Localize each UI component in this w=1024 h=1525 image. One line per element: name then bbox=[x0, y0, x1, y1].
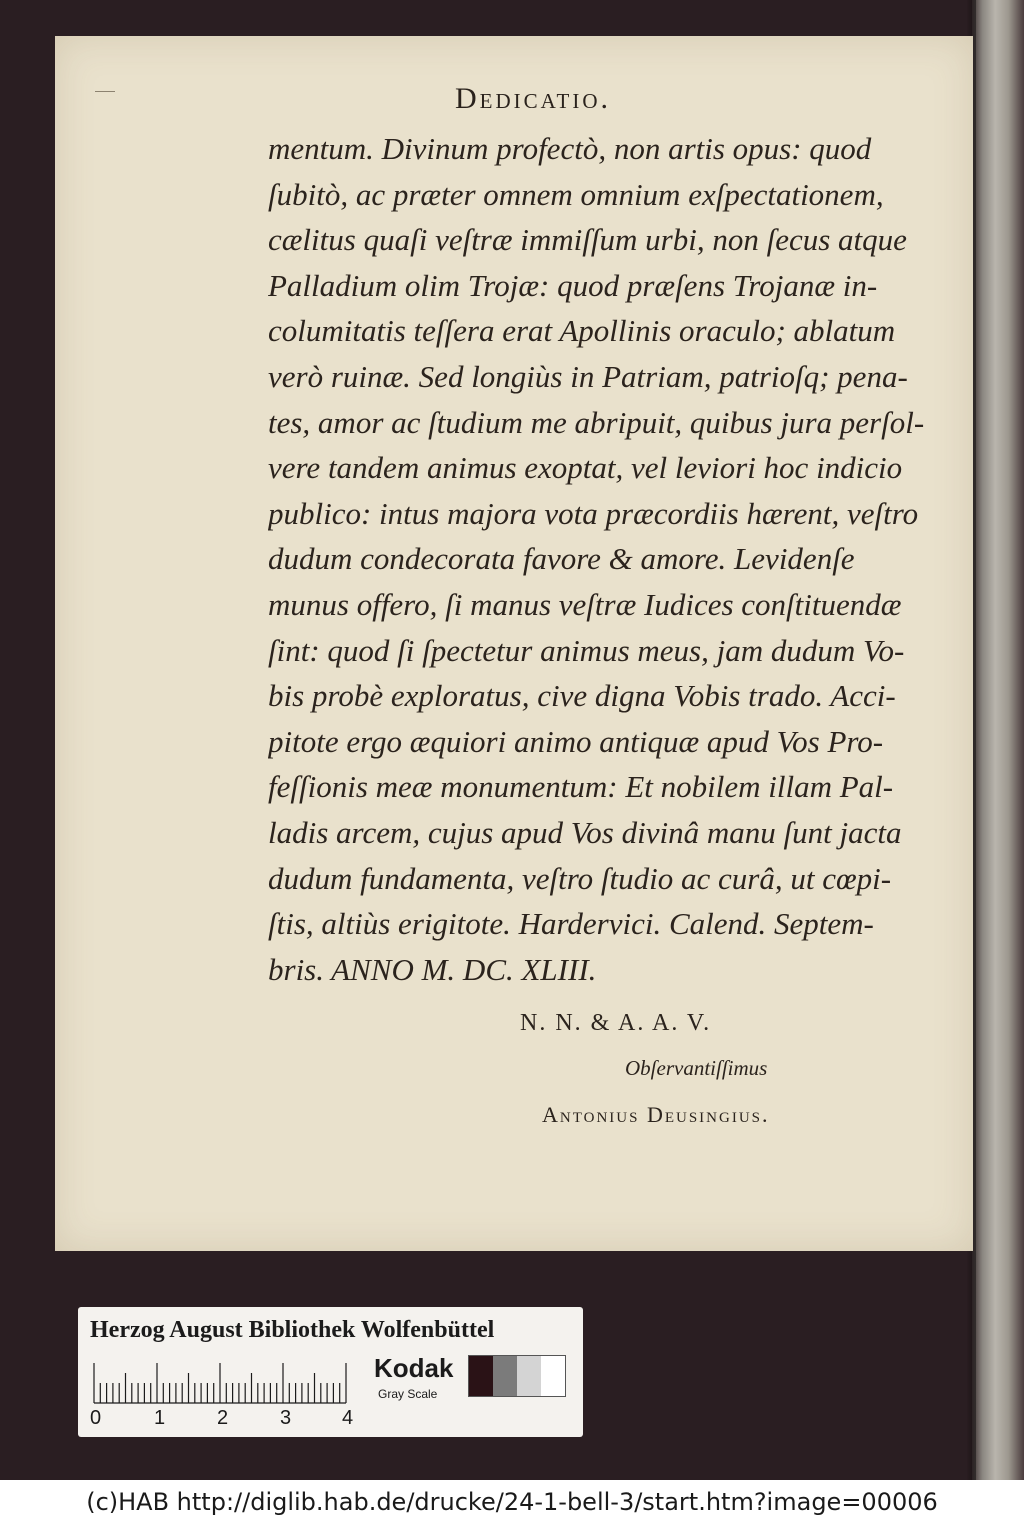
book-edge bbox=[972, 0, 1024, 1480]
text-line: munus offero, ſi manus veſtræ Iudices conſtituendæ bbox=[268, 586, 902, 622]
text-line: ſint: quod ſi ſpectetur animus meus, jam dudum Vo- bbox=[268, 632, 905, 668]
ruler-number: 0 bbox=[90, 1407, 102, 1429]
gray-scale-label: Gray Scale bbox=[378, 1387, 438, 1401]
text-line: bis probè exploratus, cive digna Vobis trado. Acci- bbox=[268, 678, 896, 714]
text-line: dudum condecorata favore & amore. Levidenſe bbox=[268, 541, 855, 577]
swatch bbox=[517, 1356, 541, 1396]
signature-addressee: N. N. & A. A. V. bbox=[520, 1010, 712, 1036]
kodak-logo: Kodak bbox=[374, 1353, 454, 1383]
text-line: mentum. Divinum profectò, non artis opus: quod bbox=[268, 131, 872, 166]
text-line: Palladium olim Trojæ: quod præſens Trojanæ in- bbox=[268, 267, 878, 303]
signature-valediction: Obſervantiſſimus bbox=[625, 1056, 768, 1080]
gray-scale-swatches bbox=[468, 1355, 566, 1397]
copyright-footer: (c)HAB http://diglib.hab.de/drucke/24-1-bell-3/start.htm?image=00006 bbox=[86, 1488, 938, 1516]
text-line: verò ruinæ. Sed longiùs in Patriam, patrioſq; pena- bbox=[268, 358, 908, 394]
text-line: vere tandem animus exoptat, vel leviori hoc indicio bbox=[268, 450, 903, 486]
text-line: tes, amor ac ſtudium me abripuit, quibus jura perſol- bbox=[268, 404, 925, 440]
text-line: pitote ergo æquiori animo antiquæ apud Vos Pro- bbox=[268, 723, 884, 759]
swatch bbox=[469, 1356, 493, 1396]
ruler bbox=[92, 1359, 352, 1405]
dedication-text bbox=[268, 126, 928, 992]
color-scale-card bbox=[78, 1307, 583, 1437]
page-heading: Dedicatio. bbox=[455, 82, 611, 115]
signature-author: Antonius Deusingius. bbox=[542, 1102, 770, 1127]
text-line: bris. ANNO M. DC. XLIII. bbox=[268, 951, 597, 987]
text-line: cælitus quaſi veſtræ immiſſum urbi, non ſecus atque bbox=[268, 222, 907, 258]
text-line: dudum fundamenta, veſtro ſtudio ac curâ, ut cœpi- bbox=[268, 860, 892, 896]
text-line: publico: intus majora vota præcordiis hærent, veſtro bbox=[268, 495, 919, 531]
text-line: ladis arcem, cujus apud Vos divinâ manu ſunt jacta bbox=[268, 814, 902, 850]
text-line: ſtis, altiùs erigitote. Hardervici. Calend. Septem- bbox=[268, 906, 874, 942]
text-line: ſubitò, ac præter omnem omnium exſpectationem, bbox=[268, 176, 884, 212]
page-mark bbox=[95, 91, 115, 92]
ruler-number: 2 bbox=[217, 1407, 229, 1429]
swatch bbox=[541, 1356, 565, 1396]
text-line: columitatis teſſera erat Apollinis oraculo; ablatum bbox=[268, 313, 896, 349]
library-name: Herzog August Bibliothek Wolfenbüttel bbox=[90, 1317, 495, 1343]
ruler-number: 1 bbox=[154, 1407, 166, 1429]
ruler-number: 4 bbox=[342, 1407, 354, 1429]
ruler-number: 3 bbox=[280, 1407, 292, 1429]
swatch bbox=[493, 1356, 517, 1396]
text-line: feſſionis meæ monumentum: Et nobilem illam Pal- bbox=[268, 769, 894, 805]
